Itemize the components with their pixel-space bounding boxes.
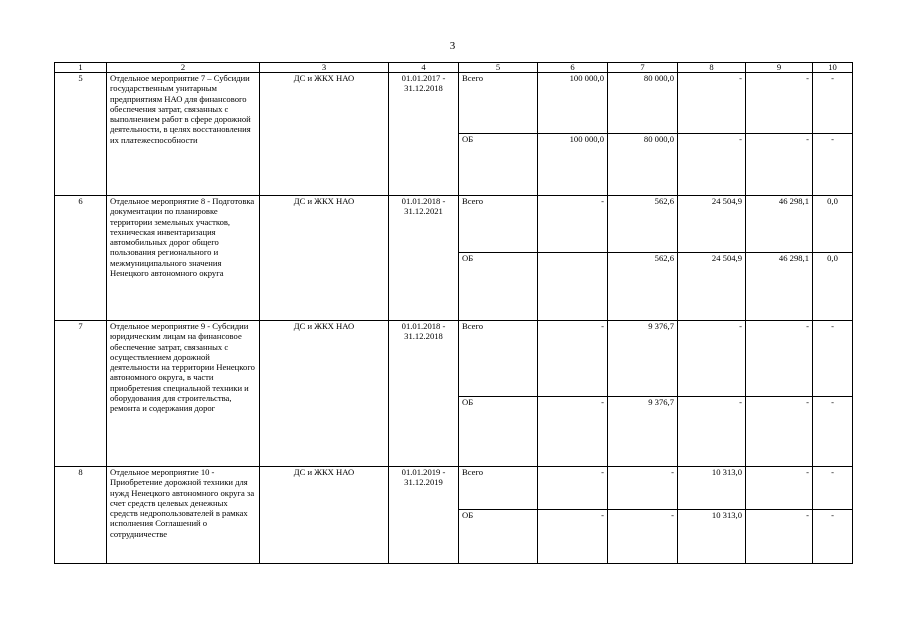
value-cell-col7: 562,6 bbox=[608, 253, 678, 321]
value-cell-col10: - bbox=[813, 510, 853, 564]
funding-source-cell: ОБ bbox=[459, 397, 538, 467]
funding-source-cell: ОБ bbox=[459, 253, 538, 321]
table-row bbox=[55, 73, 853, 134]
program-table bbox=[54, 62, 853, 564]
table-row bbox=[55, 196, 853, 253]
period-cell: 01.01.2017 - 31.12.2018 bbox=[389, 73, 459, 196]
header-cell: 8 bbox=[678, 63, 746, 73]
header-cell: 1 bbox=[55, 63, 107, 73]
executor-cell: ДС и ЖКХ НАО bbox=[260, 467, 389, 564]
header-cell: 2 bbox=[107, 63, 260, 73]
funding-source-cell: Всего bbox=[459, 467, 538, 510]
value-cell-col9: - bbox=[746, 134, 813, 196]
value-cell-col8: 24 504,9 bbox=[678, 196, 746, 253]
header-cell: 6 bbox=[538, 63, 608, 73]
header-cell: 7 bbox=[608, 63, 678, 73]
header-cell: 9 bbox=[746, 63, 813, 73]
value-cell-col9: 46 298,1 bbox=[746, 253, 813, 321]
value-cell-col7: 9 376,7 bbox=[608, 397, 678, 467]
value-cell-col8: - bbox=[678, 134, 746, 196]
value-cell-col6: - bbox=[538, 397, 608, 467]
value-cell-col8: 24 504,9 bbox=[678, 253, 746, 321]
value-cell-col7: 562,6 bbox=[608, 196, 678, 253]
funding-source-cell: Всего bbox=[459, 196, 538, 253]
value-cell-col8: - bbox=[678, 73, 746, 134]
activity-description-cell: Отдельное мероприятие 10 - Приобретение дорожной техники для нужд Ненецкого автономного округа за счет средств целевых денежных средств недропользователей в рамках исполнения Соглашений о сотрудничестве bbox=[107, 467, 260, 564]
value-cell-col6 bbox=[538, 253, 608, 321]
executor-cell: ДС и ЖКХ НАО bbox=[260, 196, 389, 321]
header-cell: 10 bbox=[813, 63, 853, 73]
table-row bbox=[55, 467, 853, 510]
row-number-cell: 6 bbox=[55, 196, 107, 321]
page-number: 3 bbox=[449, 40, 456, 52]
value-cell-col10: - bbox=[813, 134, 853, 196]
period-cell: 01.01.2018 - 31.12.2021 bbox=[389, 196, 459, 321]
value-cell-col10: - bbox=[813, 73, 853, 134]
value-cell-col8: - bbox=[678, 321, 746, 397]
funding-source-cell: ОБ bbox=[459, 134, 538, 196]
value-cell-col8: - bbox=[678, 397, 746, 467]
value-cell-col10: 0,0 bbox=[813, 253, 853, 321]
funding-source-cell: ОБ bbox=[459, 510, 538, 564]
value-cell-col9: - bbox=[746, 73, 813, 134]
row-number-cell: 5 bbox=[55, 73, 107, 196]
value-cell-col10: 0,0 bbox=[813, 196, 853, 253]
value-cell-col10: - bbox=[813, 467, 853, 510]
value-cell-col10: - bbox=[813, 321, 853, 397]
table-row bbox=[55, 321, 853, 397]
value-cell-col6: - bbox=[538, 467, 608, 510]
value-cell-col7: 9 376,7 bbox=[608, 321, 678, 397]
value-cell-col6: - bbox=[538, 196, 608, 253]
value-cell-col6: - bbox=[538, 321, 608, 397]
value-cell-col7: - bbox=[608, 467, 678, 510]
value-cell-col8: 10 313,0 bbox=[678, 467, 746, 510]
executor-cell: ДС и ЖКХ НАО bbox=[260, 321, 389, 467]
executor-cell: ДС и ЖКХ НАО bbox=[260, 73, 389, 196]
period-cell: 01.01.2019 - 31.12.2019 bbox=[389, 467, 459, 564]
row-number-cell: 7 bbox=[55, 321, 107, 467]
activity-description-cell: Отдельное мероприятие 7 – Субсидии государственным унитарным предприятиям НАО для финансового обеспечения затрат, связанных с выполнением работ в сфере дорожной деятельности, в целях восстановления их платежеспособности bbox=[107, 73, 260, 196]
table-header-row bbox=[55, 63, 853, 73]
activity-description-cell: Отдельное мероприятие 9 - Субсидии юридическим лицам на финансовое обеспечение затрат, связанных с осуществлением дорожной деятельности на территории Ненецкого автономного округа, в части приобретения специальной техники и оборудования для строительства, ремонта и содержания дорог bbox=[107, 321, 260, 467]
value-cell-col10: - bbox=[813, 397, 853, 467]
value-cell-col9: - bbox=[746, 321, 813, 397]
period-cell: 01.01.2018 - 31.12.2018 bbox=[389, 321, 459, 467]
value-cell-col9: - bbox=[746, 467, 813, 510]
header-cell: 3 bbox=[260, 63, 389, 73]
value-cell-col8: 10 313,0 bbox=[678, 510, 746, 564]
value-cell-col7: 80 000,0 bbox=[608, 134, 678, 196]
value-cell-col9: - bbox=[746, 510, 813, 564]
activity-description-cell: Отдельное мероприятие 8 - Подготовка документации по планировке территории земельных участков, техническая инвентаризация автомобильных дорог общего пользования регионального и межмуниципального значения Ненецкого автономного округа bbox=[107, 196, 260, 321]
header-cell: 4 bbox=[389, 63, 459, 73]
value-cell-col6: - bbox=[538, 510, 608, 564]
value-cell-col7: - bbox=[608, 510, 678, 564]
value-cell-col9: 46 298,1 bbox=[746, 196, 813, 253]
value-cell-col7: 80 000,0 bbox=[608, 73, 678, 134]
value-cell-col6: 100 000,0 bbox=[538, 73, 608, 134]
header-cell: 5 bbox=[459, 63, 538, 73]
value-cell-col9: - bbox=[746, 397, 813, 467]
funding-source-cell: Всего bbox=[459, 321, 538, 397]
value-cell-col6: 100 000,0 bbox=[538, 134, 608, 196]
row-number-cell: 8 bbox=[55, 467, 107, 564]
funding-source-cell: Всего bbox=[459, 73, 538, 134]
